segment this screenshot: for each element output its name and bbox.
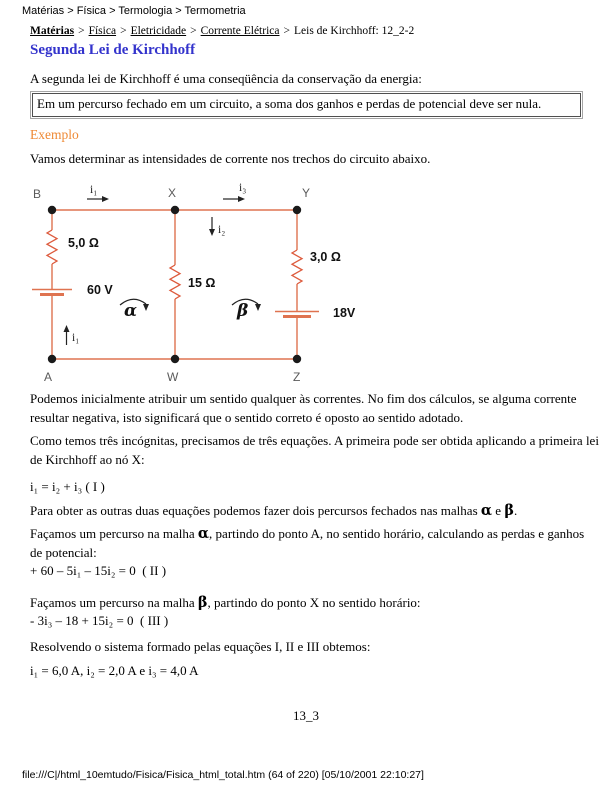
current-i2-arrowhead-icon — [209, 229, 215, 236]
current-label-i1-bottom: i₁ — [72, 332, 80, 344]
equation-3: - 3i₃ – 18 + 15i₂ = 0 ( III ) — [30, 613, 169, 628]
alpha-symbol: α — [480, 502, 493, 519]
paragraph-two-loops — [30, 500, 605, 521]
node-label-Y: Y — [302, 186, 311, 200]
law-box-text: Em um percurso fechado em um circuito, a soma dos ganhos e perdas de potencial deve ser nula. — [32, 93, 581, 117]
node-dot-X — [171, 206, 179, 214]
equation-2: + 60 – 5i₁ – 15i₂ = 0 ( II ) — [30, 563, 167, 578]
paragraph-loop-alpha-text: , partindo do ponto A, no sentido horário, calculando as perdas e ganhos de potencial: — [30, 526, 585, 561]
node-dot-B — [48, 206, 56, 214]
file-info-footer: file:///C|/html_10emtudo/Fisica/Fisica_html_total.htm (64 of 220) [05/10/2001 22:10:27] — [22, 769, 424, 781]
node-dot-Y — [293, 206, 301, 214]
resistor-middle-zigzag — [170, 265, 180, 299]
battery-left-label: 60 V — [87, 283, 113, 297]
breadcrumb-link-materias[interactable]: Matérias — [30, 25, 75, 37]
paragraph-loop-alpha — [30, 523, 598, 563]
breadcrumb-separator: > — [78, 25, 85, 37]
paragraph-direction: Podemos inicialmente atribuir um sentido qualquer às correntes. No fim dos cálculos, se alguma corrente resultar negativa, isto significará que o sentido correto é oposto ao sentido adotado. — [30, 391, 577, 425]
loop-beta-arrowhead-icon — [255, 304, 261, 311]
paragraph-loop-beta-text: , partindo do ponto X no sentido horário: — [207, 595, 421, 610]
result-line: i₁ = 6,0 A, i₂ = 2,0 A e i₃ = 4,0 A — [30, 663, 199, 678]
node-label-Z: Z — [293, 370, 301, 384]
breadcrumb — [30, 25, 414, 37]
breadcrumb-separator: > — [190, 25, 197, 37]
node-dot-W — [171, 355, 179, 363]
breadcrumb-link-eletricidade[interactable]: Eletricidade — [130, 25, 187, 37]
paragraph-loop-beta — [30, 592, 605, 613]
breadcrumb-current-item: Leis de Kirchhoff: 12_2-2 — [294, 25, 415, 37]
node-dot-Z — [293, 355, 301, 363]
paragraph-three-equations: Como temos três incógnitas, precisamos de três equações. A primeira pode ser obtida aplicando a primeira lei de Kirchhoff ao nó X: — [30, 433, 599, 467]
page-number: 13_3 — [293, 708, 319, 723]
current-label-i3: i₃ — [239, 183, 247, 194]
page-title: Segunda Lei de Kirchhoff — [30, 42, 196, 58]
resistor-left-label: 5,0 Ω — [68, 236, 99, 250]
breadcrumb-separator: > — [283, 25, 290, 37]
paragraph-loop-alpha-text: Façamos um percurso na malha — [30, 526, 198, 541]
loop-arrows — [120, 299, 261, 321]
breadcrumb-link-corrente-eletrica[interactable]: Corrente Elétrica — [200, 25, 280, 37]
loop-alpha-arrowhead-icon — [143, 304, 149, 311]
current-label-i2: i₂ — [218, 224, 226, 236]
intro-paragraph: A segunda lei de Kirchhoff é uma conseqüência da conservação da energia: — [30, 71, 422, 86]
beta-symbol: β — [197, 594, 208, 611]
battery-right-label: 18V — [333, 306, 356, 320]
node-label-W: W — [167, 370, 179, 384]
node-label-X: X — [168, 186, 177, 200]
loop-alpha-label: α — [124, 301, 138, 321]
resistor-middle-label: 15 Ω — [188, 276, 216, 290]
paragraph-solve: Resolvendo o sistema formado pelas equações I, II e III obtemos: — [30, 639, 371, 654]
example-heading: Exemplo — [30, 127, 79, 142]
current-label-i1-top: i₁ — [90, 184, 98, 196]
breadcrumb-top: Matérias > Física > Termologia > Termometria — [22, 5, 246, 17]
breadcrumb-link-fisica[interactable]: Física — [88, 25, 117, 37]
current-i1-return-arrowhead-icon — [64, 325, 70, 332]
current-arrows — [64, 196, 249, 345]
node-label-B: B — [33, 187, 42, 201]
paragraph-loop-beta-text: Façamos um percurso na malha — [30, 595, 198, 610]
example-intro-paragraph: Vamos determinar as intensidades de corrente nos trechos do circuito abaixo. — [30, 151, 431, 166]
current-i3-arrowhead-icon — [238, 196, 245, 202]
resistor-right-label: 3,0 Ω — [310, 250, 341, 264]
alpha-symbol: α — [197, 525, 210, 542]
breadcrumb-separator: > — [120, 25, 127, 37]
node-dot-A — [48, 355, 56, 363]
equation-1: i₁ = i₂ + i₃ ( I ) — [30, 479, 105, 494]
resistor-left-zigzag — [47, 230, 57, 264]
loop-beta-label: β — [237, 301, 249, 321]
law-box — [30, 91, 583, 119]
resistor-right-zigzag — [292, 250, 302, 284]
paragraph-two-loops-text: Para obter as outras duas equações podemos fazer dois percursos fechados nas malhas — [30, 503, 481, 518]
paragraph-two-loops-text: e — [492, 503, 505, 518]
circuit-diagram — [30, 183, 370, 388]
beta-symbol: β — [504, 502, 514, 519]
paragraph-two-loops-text: . — [513, 503, 518, 518]
current-i1-arrowhead-icon — [102, 196, 109, 202]
node-label-A: A — [44, 370, 53, 384]
